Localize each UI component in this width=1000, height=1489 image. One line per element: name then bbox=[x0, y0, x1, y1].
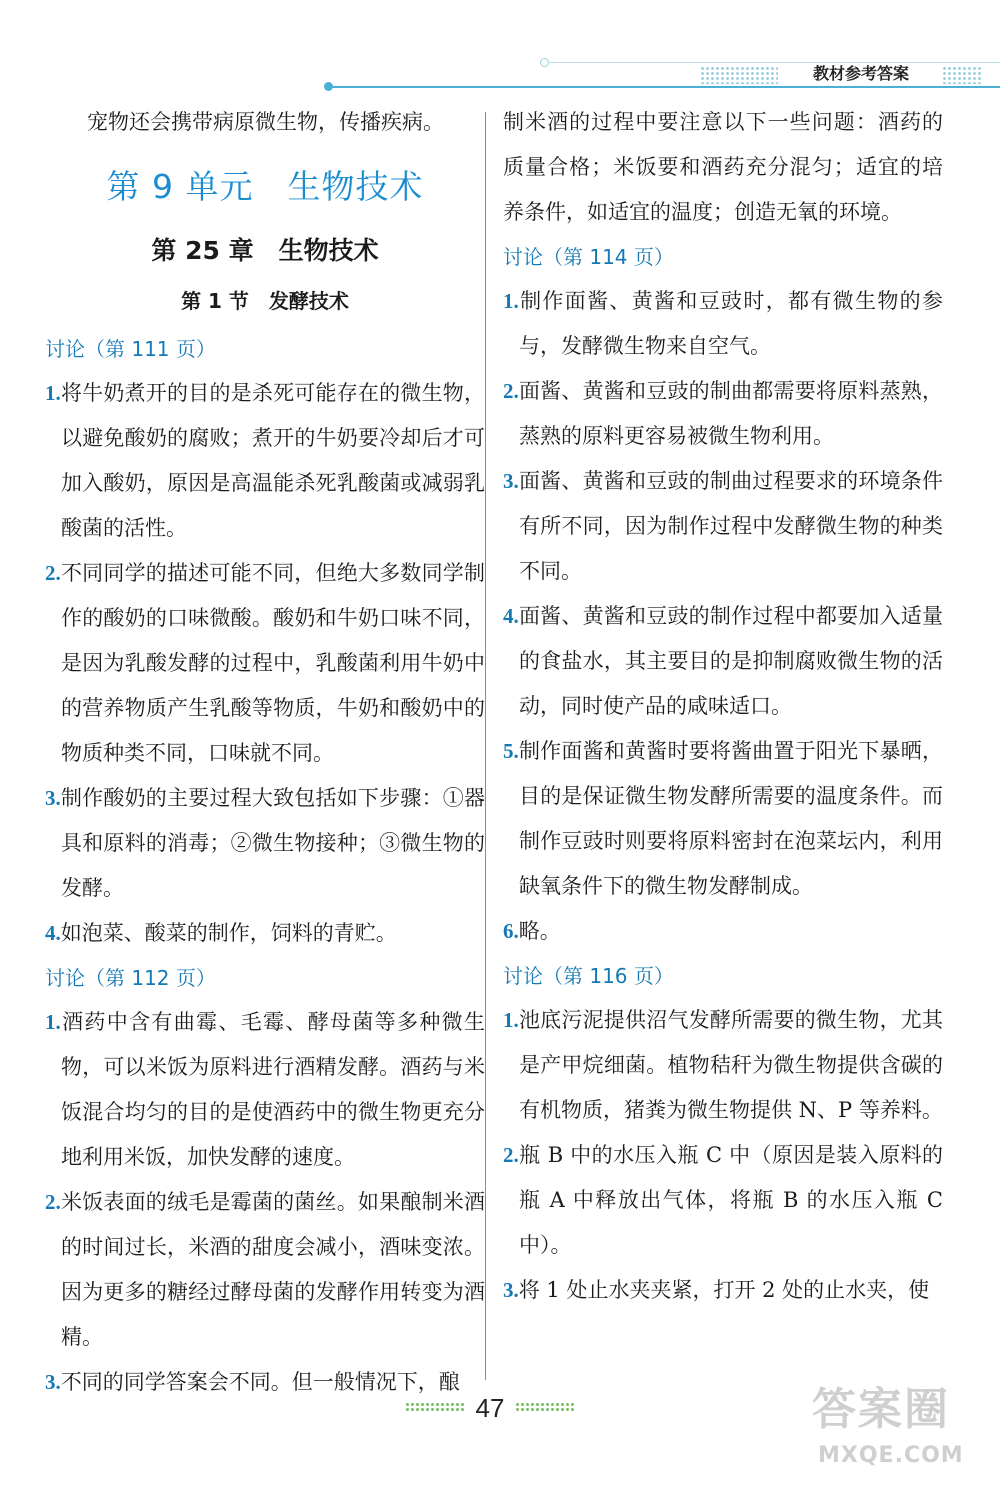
item-text: 制作面酱、黄酱和豆豉时，都有微生物的参与，发酵微生物来自空气。 bbox=[518, 289, 943, 358]
item-number: 2. bbox=[503, 1143, 519, 1167]
answer-item bbox=[503, 1268, 943, 1313]
item-text: 不同的同学答案会不同。但一般情况下，酿 bbox=[60, 1370, 460, 1394]
answer-item bbox=[45, 1000, 485, 1180]
item-number: 5. bbox=[503, 739, 519, 763]
item-text: 米饭表面的绒毛是霉菌的菌丝。如果酿制米酒的时间过长，米酒的甜度会减小，酒味变浓。因为更多的糖经过酵母菌的发酵作用转变为酒精。 bbox=[60, 1190, 485, 1349]
right-column bbox=[503, 100, 943, 1313]
item-number: 6. bbox=[503, 919, 519, 943]
answer-item bbox=[45, 551, 485, 776]
discussion-heading: 讨论（第 111 页） bbox=[45, 337, 216, 361]
item-number: 2. bbox=[503, 379, 519, 403]
footer-dot-pattern-right bbox=[515, 1402, 575, 1412]
answer-item bbox=[503, 369, 943, 459]
discussion-heading: 讨论（第 112 页） bbox=[45, 966, 216, 990]
item-number: 4. bbox=[45, 921, 61, 945]
item-text: 面酱、黄酱和豆豉的制曲都需要将原料蒸熟，蒸熟的原料更容易被微生物利用。 bbox=[518, 379, 943, 448]
item-text: 酒药中含有曲霉、毛霉、酵母菌等多种微生物，可以米饭为原料进行酒精发酵。酒药与米饭混合均匀的目的是使酒药中的微生物更充分地利用米饭，加快发酵的速度。 bbox=[60, 1010, 485, 1169]
intro-text: 宠物还会携带病原微生物，传播疾病。 bbox=[87, 110, 444, 134]
discussion-heading: 讨论（第 114 页） bbox=[503, 245, 674, 269]
item-number: 3. bbox=[503, 1278, 519, 1302]
watermark-url: MXQE.COM bbox=[818, 1443, 964, 1468]
section-title: 第 1 节 发酵技术 bbox=[181, 289, 349, 313]
answer-item bbox=[503, 1133, 943, 1268]
unit-title: 第 9 单元 生物技术 bbox=[106, 167, 424, 206]
watermark bbox=[812, 1380, 992, 1480]
header-label: 教材参考答案 bbox=[812, 64, 909, 83]
item-text: 略。 bbox=[518, 919, 561, 943]
item-text: 制作酸奶的主要过程大致包括如下步骤：①器具和原料的消毒；②微生物接种；③微生物的发酵。 bbox=[60, 786, 485, 900]
header-dot-pattern bbox=[700, 66, 778, 84]
item-text: 将牛奶煮开的目的是杀死可能存在的微生物，以避免酸奶的腐败；煮开的牛奶要冷却后才可加入酸奶，原因是高温能杀死乳酸菌或减弱乳酸菌的活性。 bbox=[60, 381, 485, 540]
item-text: 不同同学的描述可能不同，但绝大多数同学制作的酸奶的口味微酸。酸奶和牛奶口味不同，是因为乳酸发酵的过程中，乳酸菌利用牛奶中的营养物质产生乳酸等物质，牛奶和酸奶中的物质种类不同，口味就不同。 bbox=[60, 561, 485, 765]
column-divider bbox=[485, 112, 486, 1380]
item-number: 3. bbox=[45, 1370, 61, 1394]
footer-dot-pattern-left bbox=[405, 1402, 465, 1412]
item-text: 面酱、黄酱和豆豉的制曲过程要求的环境条件有所不同，因为制作过程中发酵微生物的种类不同。 bbox=[518, 469, 943, 583]
answer-item bbox=[503, 998, 943, 1133]
answer-item bbox=[503, 909, 943, 954]
item-text: 制作面酱和黄酱时要将酱曲置于阳光下暴晒，目的是保证微生物发酵所需要的温度条件。而制作豆豉时则要将原料密封在泡菜坛内，利用缺氧条件下的微生物发酵制成。 bbox=[518, 739, 943, 898]
item-text: 瓶 B 中的水压入瓶 C 中（原因是装入原料的瓶 A 中释放出气体，将瓶 B 的水压入瓶 C 中）。 bbox=[518, 1143, 943, 1257]
header-rule bbox=[330, 86, 1000, 88]
answer-item bbox=[45, 1180, 485, 1360]
item-text: 如泡菜、酸菜的制作，饲料的青贮。 bbox=[60, 921, 397, 945]
answer-item bbox=[503, 594, 943, 729]
answer-item bbox=[503, 729, 943, 909]
chapter-title: 第 25 章 生物技术 bbox=[151, 236, 379, 265]
discussion-heading: 讨论（第 116 页） bbox=[503, 964, 674, 988]
item-number: 1. bbox=[503, 289, 519, 313]
watermark-logo-text: 答案圈 bbox=[812, 1384, 950, 1435]
item-number: 3. bbox=[503, 469, 519, 493]
answer-item bbox=[503, 279, 943, 369]
item-number: 4. bbox=[503, 604, 519, 628]
answer-item bbox=[503, 459, 943, 594]
item-number: 3. bbox=[45, 786, 61, 810]
item-number: 1. bbox=[45, 1010, 61, 1034]
answer-item bbox=[45, 371, 485, 551]
answer-item bbox=[45, 776, 485, 911]
item-number: 2. bbox=[45, 561, 61, 585]
item-text: 面酱、黄酱和豆豉的制作过程中都要加入适量的食盐水，其主要目的是抑制腐败微生物的活动，同时使产品的咸味适口。 bbox=[518, 604, 943, 718]
item-number: 1. bbox=[503, 1008, 519, 1032]
answer-item bbox=[45, 911, 485, 956]
item-text: 池底污泥提供沼气发酵所需要的微生物，尤其是产甲烷细菌。植物秸秆为微生物提供含碳的有机物质，猪粪为微生物提供 N、P 等养料。 bbox=[518, 1008, 943, 1122]
item-text: 将 1 处止水夹夹紧，打开 2 处的止水夹，使 bbox=[518, 1278, 930, 1302]
answer-item bbox=[45, 1360, 485, 1405]
item-number: 1. bbox=[45, 381, 61, 405]
item-number: 2. bbox=[45, 1190, 61, 1214]
header-dot-pattern-right bbox=[942, 66, 982, 84]
page-number: 47 bbox=[475, 1393, 505, 1423]
continuation-text: 制米酒的过程中要注意以下一些问题：酒药的质量合格；米饭要和酒药充分混匀；适宜的培养条件，如适宜的温度；创造无氧的环境。 bbox=[503, 110, 943, 224]
left-column bbox=[45, 100, 485, 1405]
